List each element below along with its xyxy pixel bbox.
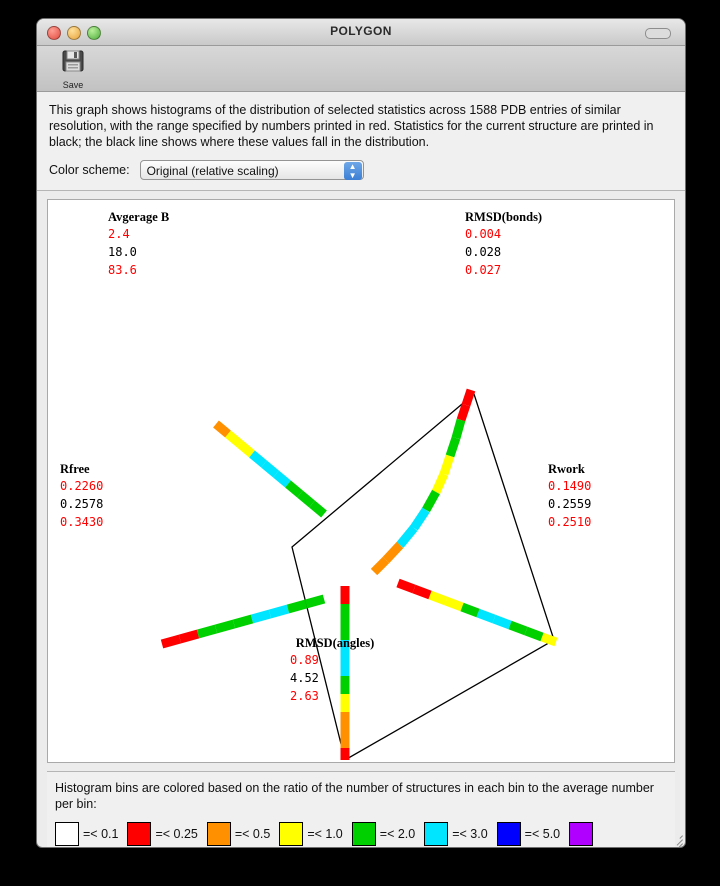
axis-bar-rmsd-bonds [374,390,471,572]
legend-item [207,822,270,846]
application-window [36,18,686,848]
stat-value-rmsd-angles: 4.52 [290,671,319,685]
stat-title-average-b: Avgerage B [108,210,170,224]
legend-label-2: =< 0.5 [234,827,271,841]
legend-label-4: =< 2.0 [379,827,416,841]
stat-min-rfree: 0.2260 [60,479,104,493]
legend-label-0: =< 0.1 [83,827,119,841]
resize-grip[interactable] [669,831,683,845]
floppy-disk-icon [60,61,86,78]
legend-swatch-6 [497,822,521,846]
stat-max-rfree: 0.3430 [60,515,104,529]
title-bar [37,19,685,46]
window-title: POLYGON [330,24,392,38]
legend-label-1: =< 0.25 [155,827,198,841]
stat-title-rmsd-bonds: RMSD(bonds) [465,210,543,224]
legend-swatch-0 [55,822,79,846]
polygon-graph [47,199,675,763]
stat-min-average-b: 2.4 [108,227,130,241]
stat-block-rfree [60,462,103,531]
axis-bar-rwork [384,578,556,642]
stat-min-rwork: 0.1490 [548,479,592,493]
stat-max-rwork: 0.2510 [548,515,592,529]
chevron-updown-icon: ▲ ▼ [344,162,362,180]
description-text: This graph shows histograms of the distribution of selected statistics across 1588 PDB entries of similar resolution, with the range specified by numbers printed in red. Statistics for the current structure are printed in black; the black line shows where these values fall in the distribution. [37,92,685,154]
stat-min-rmsd-angles: 0.89 [290,653,319,667]
stat-max-rmsd-angles: 2.63 [290,689,319,703]
stat-max-average-b: 83.6 [108,263,137,277]
stat-title-rfree: Rfree [60,462,90,476]
stat-block-rmsd-angles [280,636,390,705]
stat-max-rmsd-bonds: 0.027 [465,263,502,277]
stat-value-rmsd-bonds: 0.028 [465,245,502,259]
stat-min-rmsd-bonds: 0.004 [465,227,502,241]
structure-polygon-line [292,394,554,760]
legend-item [424,822,487,846]
axis-bar-average-b [216,424,336,524]
color-scheme-select[interactable] [140,160,364,180]
color-scheme-row [37,154,685,191]
stat-block-rmsd-bonds [465,210,542,279]
legend-swatch-4 [352,822,376,846]
legend-description: Histogram bins are colored based on the ratio of the number of structures in each bin to the average number per bin: [55,781,654,811]
legend-item [127,822,197,846]
legend-swatch-7 [569,822,593,846]
stat-value-average-b: 18.0 [108,245,137,259]
stat-block-average-b [108,210,169,279]
legend-swatch-1 [127,822,151,846]
legend-item [55,822,118,846]
legend-label-6: =< 5.0 [524,827,561,841]
save-button[interactable] [49,46,97,90]
stat-value-rwork: 0.2559 [548,497,592,511]
legend-items [51,822,671,846]
legend-item [569,822,597,846]
legend-swatch-2 [207,822,231,846]
legend-item [497,822,560,846]
legend-panel [47,771,675,848]
legend-swatch-3 [279,822,303,846]
stat-block-rwork [548,462,591,531]
legend-item [279,822,342,846]
stat-title-rwork: Rwork [548,462,585,476]
color-scheme-selected-value: Original (relative scaling) [146,164,279,178]
save-button-label: Save [62,80,84,90]
legend-label-5: =< 3.0 [452,827,488,841]
legend-label-3: =< 1.0 [307,827,343,841]
toolbar [37,46,685,92]
stat-title-rmsd-angles: RMSD(angles) [295,636,375,650]
color-scheme-label: Color scheme: [49,163,130,177]
legend-swatch-5 [424,822,448,846]
toolbar-toggle-pill[interactable] [645,28,671,39]
legend-item [352,822,415,846]
stat-value-rfree: 0.2578 [60,497,104,511]
